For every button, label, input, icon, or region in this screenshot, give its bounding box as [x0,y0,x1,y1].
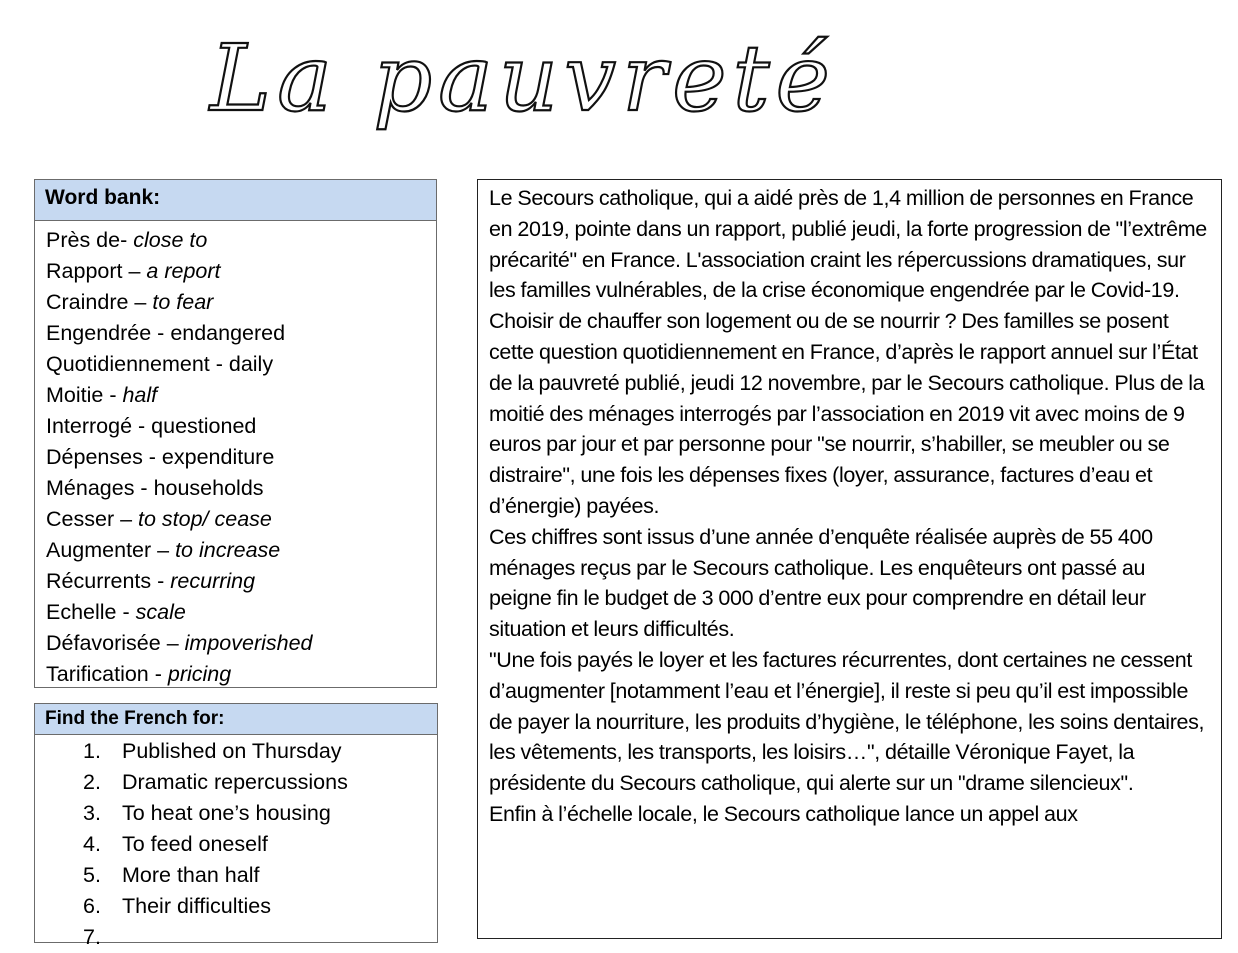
find-the-french-item [35,798,437,829]
word-bank-item [46,473,436,504]
english-translation: half [122,383,158,407]
item-number: 4. [83,832,101,856]
word-bank-item [46,287,436,318]
english-translation: daily [228,352,274,376]
french-term: Augmenter – [46,538,176,562]
find-the-french-item [35,922,437,953]
english-translation: endangered [170,321,286,345]
word-bank-item [46,535,436,566]
english-translation: recurring [170,569,256,593]
french-term: Récurrents - [46,569,171,593]
word-bank-item [46,349,436,380]
article-paragraph: Choisir de chauffer son logement ou de se nourrir ? Des familles se posent cette question quotidiennement en France, d’après le rapport annuel sur l’État de la pauvreté publié, jeudi 12 novembre, par le Secours catholique. Plus de la moitié des ménages interrogés par l’association en 2019 vit avec moins de 9 euros par jour et par personne pour "se nourrir, s’habiller, se meubler ou se distraire", une fois les dépenses fixes (loyer, assurance, factures d’eau et d’énergie) payées. [489,309,1205,518]
item-number: 1. [83,739,101,763]
item-text: Their difficulties [122,894,271,918]
word-bank-list [35,221,436,690]
item-text: Published on Thursday [122,739,342,763]
french-term: Quotidiennement - [46,352,229,376]
french-term: Interrogé - [46,414,152,438]
word-bank-item [46,659,436,690]
word-bank-item [46,380,436,411]
find-the-french-item [35,767,437,798]
item-text: More than half [122,863,260,887]
french-term: Rapport – [46,259,147,283]
word-bank-item [46,442,436,473]
find-the-french-list [35,735,437,953]
item-number: 3. [83,801,101,825]
find-the-french-item [35,829,437,860]
french-term: Dépenses - [46,445,162,469]
english-translation: pricing [167,662,232,686]
french-term: Près de- [46,228,134,252]
article-text-box [477,179,1222,939]
item-number: 5. [83,863,101,887]
find-the-french-item [35,891,437,922]
item-number: 7. [83,925,101,949]
article-paragraph: Le Secours catholique, qui a aidé près de 1,4 million de personnes en France en 2019, pointe dans un rapport, publié jeudi, la forte progression de "l’extrême précarité" en France. L'association craint les répercussions dramatiques, sur les familles vulnérables, de la crise économique engendrée par le Covid-19. [489,186,1207,303]
page-title-text: La pauvreté [210,25,836,132]
english-translation: close to [133,228,208,252]
word-bank-item [46,256,436,287]
word-bank-item [46,566,436,597]
item-text: Dramatic repercussions [122,770,348,794]
item-number: 2. [83,770,101,794]
word-bank-item [46,597,436,628]
word-bank-box [34,179,437,688]
find-the-french-heading: Find the French for: [35,704,437,735]
word-bank-item [46,318,436,349]
english-translation: households [153,476,264,500]
word-bank-item [46,225,436,256]
english-translation: to increase [175,538,281,562]
item-text: To heat one’s housing [122,801,331,825]
item-number: 6. [83,894,101,918]
word-bank-item [46,628,436,659]
item-text: To feed oneself [122,832,268,856]
find-the-french-item [35,736,437,767]
french-term: Tarification - [46,662,168,686]
french-term: Moitie - [46,383,123,407]
find-the-french-box [34,703,438,949]
english-translation: questioned [151,414,257,438]
cursive-title-graphic [200,0,940,170]
article-paragraph: Ces chiffres sont issus d’une année d’enquête réalisée auprès de 55 400 ménages reçus par le Secours catholique. Les enquêteurs ont passé au peigne fin le budget de 3 000 d’entre eux pour comprendre en détail leur situation et leurs difficultés. [489,524,1153,642]
english-translation: to fear [152,290,214,314]
french-term: Echelle - [46,600,136,624]
french-term: Défavorisée – [46,631,185,655]
english-translation: scale [135,600,186,624]
article-paragraph: Enfin à l’échelle locale, le Secours catholique lance un appel aux [489,801,1078,826]
page-title [200,0,940,170]
french-term: Craindre – [46,290,153,314]
article-paragraph: "Une fois payés le loyer et les factures récurrentes, dont certaines ne cessent d’augmenter [notamment l’eau et l’énergie], il reste si peu qu’il est impossible de payer la nourriture, les produits d’hygiène, le téléphone, les soins dentaires, les vêtements, les transports, les loisirs…", détaille Véronique Fayet, la présidente du Secours catholique, qui alerte sur un "drame silencieux". [489,647,1205,796]
find-the-french-item [35,860,437,891]
french-term: Cesser – [46,507,139,531]
english-translation: expenditure [161,445,275,469]
french-term: Engendrée - [46,321,171,345]
english-translation: a report [146,259,221,283]
english-translation: impoverished [184,631,313,655]
word-bank-heading: Word bank: [35,180,436,221]
english-translation: to stop/ cease [138,507,272,531]
french-term: Ménages - [46,476,154,500]
word-bank-item [46,504,436,535]
word-bank-item [46,411,436,442]
